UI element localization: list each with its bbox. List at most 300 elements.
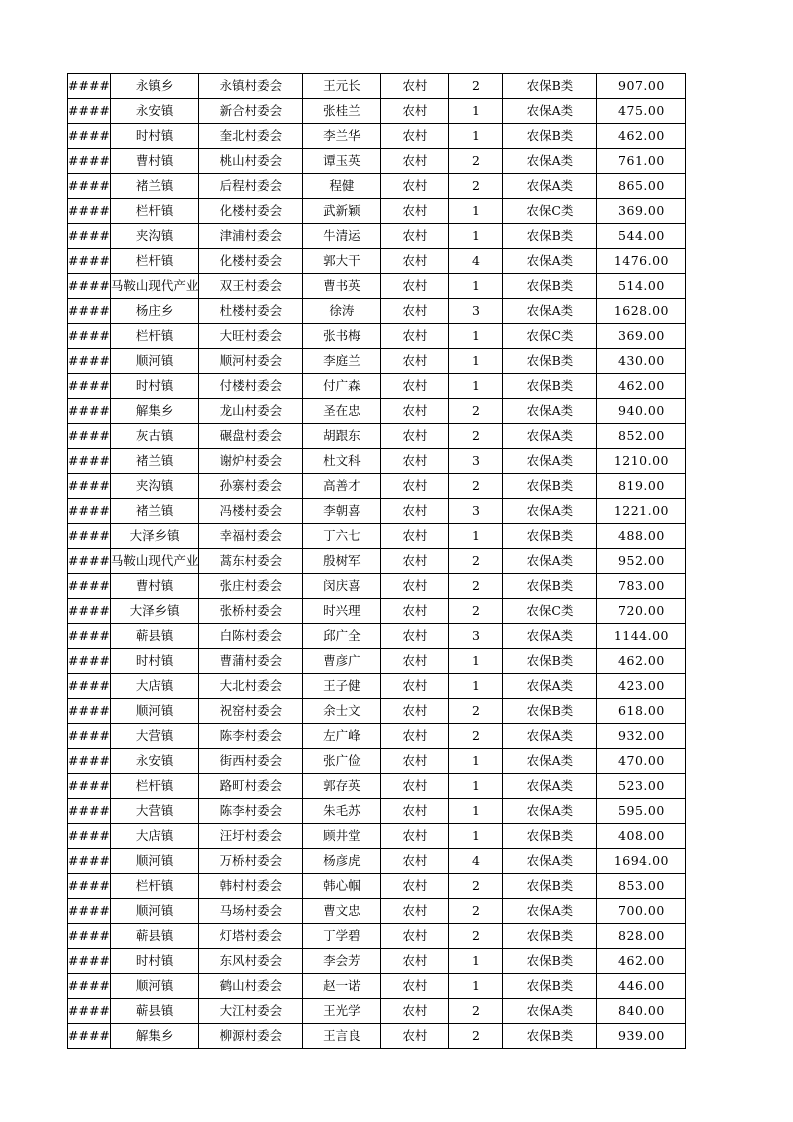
table-row <box>68 649 686 674</box>
cell-category: 农保A类 <box>503 449 597 474</box>
cell-name: 余士文 <box>303 699 381 724</box>
cell-town: 大泽乡镇 <box>110 524 199 549</box>
table-row <box>68 1024 686 1049</box>
cell-area-type: 农村 <box>381 124 449 149</box>
cell-count: 4 <box>449 849 503 874</box>
cell-category: 农保B类 <box>503 649 597 674</box>
cell-town: 褚兰镇 <box>110 174 199 199</box>
cell-id: #### <box>68 249 111 274</box>
cell-amount: 462.00 <box>597 374 686 399</box>
cell-village: 张庄村委会 <box>199 574 303 599</box>
cell-name: 郭大干 <box>303 249 381 274</box>
cell-id: #### <box>68 374 111 399</box>
cell-town: 曹村镇 <box>110 574 199 599</box>
cell-amount: 1144.00 <box>597 624 686 649</box>
cell-name: 李朝喜 <box>303 499 381 524</box>
cell-town: 解集乡 <box>110 399 199 424</box>
cell-amount: 369.00 <box>597 199 686 224</box>
cell-area-type: 农村 <box>381 424 449 449</box>
cell-category: 农保B类 <box>503 974 597 999</box>
cell-count: 2 <box>449 74 503 99</box>
cell-amount: 940.00 <box>597 399 686 424</box>
cell-count: 2 <box>449 549 503 574</box>
cell-village: 化楼村委会 <box>199 249 303 274</box>
cell-id: #### <box>68 849 111 874</box>
cell-name: 张书梅 <box>303 324 381 349</box>
cell-amount: 618.00 <box>597 699 686 724</box>
cell-name: 闵庆喜 <box>303 574 381 599</box>
cell-area-type: 农村 <box>381 574 449 599</box>
cell-town: 栏杆镇 <box>110 774 199 799</box>
table-row <box>68 824 686 849</box>
cell-count: 3 <box>449 499 503 524</box>
cell-amount: 462.00 <box>597 649 686 674</box>
cell-count: 1 <box>449 774 503 799</box>
table-row <box>68 374 686 399</box>
cell-id: #### <box>68 424 111 449</box>
cell-town: 时村镇 <box>110 124 199 149</box>
cell-area-type: 农村 <box>381 599 449 624</box>
cell-amount: 852.00 <box>597 424 686 449</box>
cell-category: 农保A类 <box>503 674 597 699</box>
cell-town: 顺河镇 <box>110 699 199 724</box>
cell-town: 永安镇 <box>110 99 199 124</box>
table-row <box>68 224 686 249</box>
cell-amount: 1476.00 <box>597 249 686 274</box>
cell-name: 朱毛苏 <box>303 799 381 824</box>
table-row <box>68 349 686 374</box>
cell-amount: 828.00 <box>597 924 686 949</box>
cell-amount: 462.00 <box>597 949 686 974</box>
table-row <box>68 124 686 149</box>
table-row <box>68 999 686 1024</box>
cell-village: 后程村委会 <box>199 174 303 199</box>
cell-village: 杜楼村委会 <box>199 299 303 324</box>
cell-category: 农保B类 <box>503 949 597 974</box>
cell-area-type: 农村 <box>381 99 449 124</box>
cell-village: 谢炉村委会 <box>199 449 303 474</box>
cell-village: 付楼村委会 <box>199 374 303 399</box>
cell-category: 农保B类 <box>503 74 597 99</box>
cell-category: 农保A类 <box>503 174 597 199</box>
cell-id: #### <box>68 749 111 774</box>
cell-amount: 865.00 <box>597 174 686 199</box>
cell-village: 陈李村委会 <box>199 724 303 749</box>
cell-amount: 1694.00 <box>597 849 686 874</box>
cell-category: 农保B类 <box>503 824 597 849</box>
cell-count: 2 <box>449 574 503 599</box>
cell-category: 农保C类 <box>503 324 597 349</box>
cell-name: 胡跟东 <box>303 424 381 449</box>
cell-town: 夹沟镇 <box>110 224 199 249</box>
cell-village: 柳源村委会 <box>199 1024 303 1049</box>
table-row <box>68 599 686 624</box>
cell-id: #### <box>68 74 111 99</box>
cell-name: 王光学 <box>303 999 381 1024</box>
cell-area-type: 农村 <box>381 799 449 824</box>
cell-name: 丁学碧 <box>303 924 381 949</box>
cell-town: 大营镇 <box>110 724 199 749</box>
cell-category: 农保B类 <box>503 874 597 899</box>
table-row <box>68 74 686 99</box>
cell-amount: 475.00 <box>597 99 686 124</box>
table-row <box>68 549 686 574</box>
cell-count: 1 <box>449 199 503 224</box>
cell-count: 2 <box>449 874 503 899</box>
cell-category: 农保A类 <box>503 399 597 424</box>
table-row <box>68 424 686 449</box>
cell-count: 1 <box>449 824 503 849</box>
cell-area-type: 农村 <box>381 349 449 374</box>
cell-category: 农保C类 <box>503 599 597 624</box>
cell-town: 栏杆镇 <box>110 324 199 349</box>
cell-category: 农保B类 <box>503 1024 597 1049</box>
cell-id: #### <box>68 649 111 674</box>
cell-area-type: 农村 <box>381 374 449 399</box>
cell-town: 蕲县镇 <box>110 924 199 949</box>
cell-area-type: 农村 <box>381 649 449 674</box>
cell-area-type: 农村 <box>381 1024 449 1049</box>
cell-name: 杜文科 <box>303 449 381 474</box>
cell-area-type: 农村 <box>381 399 449 424</box>
cell-area-type: 农村 <box>381 949 449 974</box>
cell-id: #### <box>68 474 111 499</box>
cell-amount: 446.00 <box>597 974 686 999</box>
cell-amount: 544.00 <box>597 224 686 249</box>
table-row <box>68 674 686 699</box>
table-row <box>68 324 686 349</box>
cell-id: #### <box>68 524 111 549</box>
cell-id: #### <box>68 1024 111 1049</box>
table-row <box>68 774 686 799</box>
cell-count: 3 <box>449 624 503 649</box>
cell-id: #### <box>68 999 111 1024</box>
cell-amount: 595.00 <box>597 799 686 824</box>
cell-count: 1 <box>449 649 503 674</box>
cell-village: 万桥村委会 <box>199 849 303 874</box>
cell-name: 付广森 <box>303 374 381 399</box>
cell-village: 路町村委会 <box>199 774 303 799</box>
table-row <box>68 449 686 474</box>
cell-town: 褚兰镇 <box>110 499 199 524</box>
cell-id: #### <box>68 949 111 974</box>
cell-village: 东风村委会 <box>199 949 303 974</box>
data-table <box>67 73 686 1049</box>
cell-category: 农保B类 <box>503 224 597 249</box>
cell-category: 农保A类 <box>503 774 597 799</box>
table-row <box>68 274 686 299</box>
cell-count: 1 <box>449 124 503 149</box>
cell-category: 农保B类 <box>503 374 597 399</box>
cell-id: #### <box>68 449 111 474</box>
cell-town: 马鞍山现代产业 <box>110 549 199 574</box>
cell-amount: 369.00 <box>597 324 686 349</box>
table-row <box>68 524 686 549</box>
cell-count: 3 <box>449 449 503 474</box>
table-row <box>68 749 686 774</box>
cell-village: 韩村村委会 <box>199 874 303 899</box>
cell-id: #### <box>68 699 111 724</box>
cell-id: #### <box>68 299 111 324</box>
cell-category: 农保A类 <box>503 149 597 174</box>
cell-count: 2 <box>449 924 503 949</box>
cell-area-type: 农村 <box>381 474 449 499</box>
table-row <box>68 399 686 424</box>
cell-name: 时兴理 <box>303 599 381 624</box>
cell-area-type: 农村 <box>381 149 449 174</box>
cell-town: 顺河镇 <box>110 849 199 874</box>
cell-count: 2 <box>449 599 503 624</box>
cell-amount: 1628.00 <box>597 299 686 324</box>
cell-category: 农保A类 <box>503 724 597 749</box>
table-row <box>68 949 686 974</box>
cell-area-type: 农村 <box>381 624 449 649</box>
cell-name: 左广峰 <box>303 724 381 749</box>
cell-village: 祝窑村委会 <box>199 699 303 724</box>
cell-amount: 1210.00 <box>597 449 686 474</box>
cell-category: 农保A类 <box>503 99 597 124</box>
cell-village: 鹤山村委会 <box>199 974 303 999</box>
cell-id: #### <box>68 199 111 224</box>
cell-name: 王子健 <box>303 674 381 699</box>
cell-category: 农保A类 <box>503 424 597 449</box>
cell-id: #### <box>68 99 111 124</box>
cell-id: #### <box>68 724 111 749</box>
cell-town: 褚兰镇 <box>110 449 199 474</box>
cell-area-type: 农村 <box>381 499 449 524</box>
cell-id: #### <box>68 224 111 249</box>
cell-village: 汪圩村委会 <box>199 824 303 849</box>
cell-village: 奎北村委会 <box>199 124 303 149</box>
table-row <box>68 874 686 899</box>
cell-id: #### <box>68 874 111 899</box>
cell-count: 2 <box>449 474 503 499</box>
cell-count: 1 <box>449 274 503 299</box>
cell-area-type: 农村 <box>381 724 449 749</box>
cell-category: 农保A类 <box>503 849 597 874</box>
cell-category: 农保A类 <box>503 749 597 774</box>
cell-name: 圣在忠 <box>303 399 381 424</box>
cell-count: 1 <box>449 674 503 699</box>
table-body <box>68 74 686 1049</box>
cell-count: 1 <box>449 374 503 399</box>
cell-category: 农保B类 <box>503 124 597 149</box>
cell-category: 农保A类 <box>503 299 597 324</box>
cell-count: 1 <box>449 349 503 374</box>
cell-town: 时村镇 <box>110 374 199 399</box>
cell-village: 灯塔村委会 <box>199 924 303 949</box>
cell-village: 冯楼村委会 <box>199 499 303 524</box>
cell-area-type: 农村 <box>381 899 449 924</box>
cell-amount: 819.00 <box>597 474 686 499</box>
cell-name: 顾井堂 <box>303 824 381 849</box>
cell-area-type: 农村 <box>381 524 449 549</box>
table-row <box>68 474 686 499</box>
cell-count: 1 <box>449 324 503 349</box>
cell-id: #### <box>68 599 111 624</box>
cell-name: 曹彦广 <box>303 649 381 674</box>
cell-village: 碾盘村委会 <box>199 424 303 449</box>
cell-count: 2 <box>449 1024 503 1049</box>
cell-village: 孙寨村委会 <box>199 474 303 499</box>
cell-town: 马鞍山现代产业 <box>110 274 199 299</box>
cell-amount: 939.00 <box>597 1024 686 1049</box>
cell-town: 大泽乡镇 <box>110 599 199 624</box>
cell-town: 栏杆镇 <box>110 874 199 899</box>
cell-town: 蕲县镇 <box>110 999 199 1024</box>
cell-amount: 720.00 <box>597 599 686 624</box>
cell-count: 2 <box>449 699 503 724</box>
cell-town: 灰古镇 <box>110 424 199 449</box>
cell-name: 韩心帼 <box>303 874 381 899</box>
cell-count: 1 <box>449 949 503 974</box>
cell-village: 大北村委会 <box>199 674 303 699</box>
cell-village: 马场村委会 <box>199 899 303 924</box>
cell-name: 丁六七 <box>303 524 381 549</box>
cell-id: #### <box>68 624 111 649</box>
cell-amount: 408.00 <box>597 824 686 849</box>
cell-amount: 423.00 <box>597 674 686 699</box>
cell-amount: 1221.00 <box>597 499 686 524</box>
cell-name: 赵一诺 <box>303 974 381 999</box>
cell-category: 农保B类 <box>503 924 597 949</box>
cell-name: 徐涛 <box>303 299 381 324</box>
table-row <box>68 799 686 824</box>
cell-count: 1 <box>449 224 503 249</box>
cell-id: #### <box>68 974 111 999</box>
cell-village: 新合村委会 <box>199 99 303 124</box>
cell-village: 白陈村委会 <box>199 624 303 649</box>
cell-id: #### <box>68 174 111 199</box>
cell-amount: 430.00 <box>597 349 686 374</box>
cell-id: #### <box>68 149 111 174</box>
cell-amount: 514.00 <box>597 274 686 299</box>
cell-area-type: 农村 <box>381 224 449 249</box>
cell-area-type: 农村 <box>381 74 449 99</box>
cell-name: 武新颖 <box>303 199 381 224</box>
cell-village: 大旺村委会 <box>199 324 303 349</box>
table-row <box>68 724 686 749</box>
cell-village: 津浦村委会 <box>199 224 303 249</box>
cell-id: #### <box>68 924 111 949</box>
cell-town: 顺河镇 <box>110 349 199 374</box>
cell-category: 农保A类 <box>503 499 597 524</box>
cell-amount: 488.00 <box>597 524 686 549</box>
cell-category: 农保A类 <box>503 249 597 274</box>
table-row <box>68 249 686 274</box>
cell-name: 李兰华 <box>303 124 381 149</box>
cell-village: 永镇村委会 <box>199 74 303 99</box>
cell-name: 李庭兰 <box>303 349 381 374</box>
cell-name: 杨彦虎 <box>303 849 381 874</box>
cell-town: 时村镇 <box>110 649 199 674</box>
cell-category: 农保B类 <box>503 699 597 724</box>
cell-town: 永镇乡 <box>110 74 199 99</box>
cell-id: #### <box>68 324 111 349</box>
cell-name: 程健 <box>303 174 381 199</box>
cell-town: 解集乡 <box>110 1024 199 1049</box>
cell-name: 郭存英 <box>303 774 381 799</box>
cell-category: 农保A类 <box>503 624 597 649</box>
cell-count: 1 <box>449 524 503 549</box>
cell-area-type: 农村 <box>381 849 449 874</box>
table-row <box>68 974 686 999</box>
table-row <box>68 199 686 224</box>
cell-amount: 470.00 <box>597 749 686 774</box>
cell-village: 蒿东村委会 <box>199 549 303 574</box>
cell-count: 2 <box>449 899 503 924</box>
cell-name: 王言良 <box>303 1024 381 1049</box>
table-row <box>68 699 686 724</box>
cell-area-type: 农村 <box>381 824 449 849</box>
cell-id: #### <box>68 274 111 299</box>
cell-village: 张桥村委会 <box>199 599 303 624</box>
cell-category: 农保A类 <box>503 549 597 574</box>
table-row <box>68 574 686 599</box>
cell-area-type: 农村 <box>381 974 449 999</box>
cell-amount: 952.00 <box>597 549 686 574</box>
cell-village: 大江村委会 <box>199 999 303 1024</box>
cell-amount: 783.00 <box>597 574 686 599</box>
cell-count: 2 <box>449 724 503 749</box>
cell-name: 李会芳 <box>303 949 381 974</box>
table-row <box>68 849 686 874</box>
cell-count: 1 <box>449 974 503 999</box>
cell-count: 2 <box>449 174 503 199</box>
cell-count: 1 <box>449 99 503 124</box>
cell-name: 曹书英 <box>303 274 381 299</box>
table-row <box>68 174 686 199</box>
cell-town: 栏杆镇 <box>110 199 199 224</box>
cell-town: 杨庄乡 <box>110 299 199 324</box>
cell-village: 顺河村委会 <box>199 349 303 374</box>
cell-name: 张桂兰 <box>303 99 381 124</box>
cell-amount: 462.00 <box>597 124 686 149</box>
cell-category: 农保B类 <box>503 349 597 374</box>
cell-category: 农保B类 <box>503 274 597 299</box>
cell-village: 桃山村委会 <box>199 149 303 174</box>
cell-amount: 840.00 <box>597 999 686 1024</box>
table-row <box>68 499 686 524</box>
cell-town: 蕲县镇 <box>110 624 199 649</box>
cell-town: 大营镇 <box>110 799 199 824</box>
cell-amount: 761.00 <box>597 149 686 174</box>
table-row <box>68 299 686 324</box>
cell-category: 农保A类 <box>503 799 597 824</box>
cell-area-type: 农村 <box>381 174 449 199</box>
cell-category: 农保C类 <box>503 199 597 224</box>
table-row <box>68 899 686 924</box>
cell-area-type: 农村 <box>381 299 449 324</box>
cell-id: #### <box>68 899 111 924</box>
cell-amount: 853.00 <box>597 874 686 899</box>
cell-count: 2 <box>449 999 503 1024</box>
cell-area-type: 农村 <box>381 249 449 274</box>
cell-village: 龙山村委会 <box>199 399 303 424</box>
cell-name: 王元长 <box>303 74 381 99</box>
cell-name: 曹文忠 <box>303 899 381 924</box>
cell-count: 3 <box>449 299 503 324</box>
cell-town: 曹村镇 <box>110 149 199 174</box>
cell-village: 幸福村委会 <box>199 524 303 549</box>
cell-area-type: 农村 <box>381 874 449 899</box>
cell-village: 双王村委会 <box>199 274 303 299</box>
cell-id: #### <box>68 674 111 699</box>
cell-name: 殷树军 <box>303 549 381 574</box>
cell-id: #### <box>68 774 111 799</box>
cell-amount: 700.00 <box>597 899 686 924</box>
cell-area-type: 农村 <box>381 699 449 724</box>
